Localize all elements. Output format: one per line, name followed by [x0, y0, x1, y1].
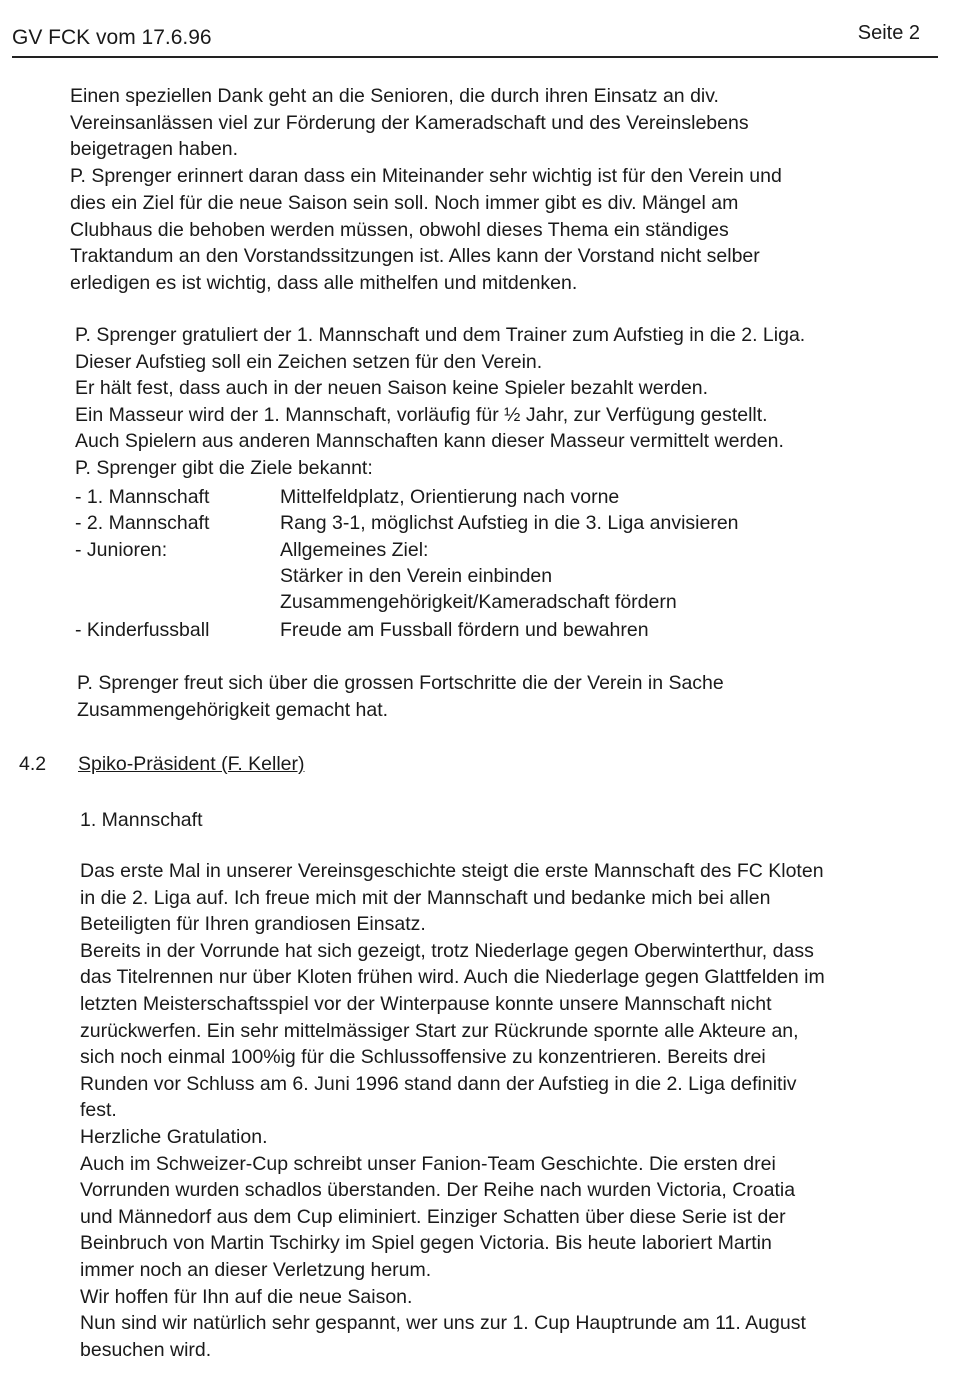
goal-label: - 2. Mannschaft	[75, 512, 210, 534]
text-line: Ein Masseur wird der 1. Mannschaft, vorläufig für ½ Jahr, zur Verfügung gestellt.	[75, 403, 768, 426]
text-line: Einen speziellen Dank geht an die Senioren, die durch ihren Einsatz an div.	[70, 85, 719, 107]
text-line: zurückwerfen. Ein sehr mittelmässiger Start zur Rückrunde spornte alle Akteure an,	[80, 1019, 799, 1042]
text-line: Dieser Aufstieg soll ein Zeichen setzen für den Verein.	[75, 350, 543, 373]
section-title: Spiko-Präsident (F. Keller)	[78, 753, 305, 775]
text-line: Nun sind wir natürlich sehr gespannt, wer uns zur 1. Cup Hauptrunde am 11. August	[80, 1312, 806, 1335]
text-line: Auch Spielern aus anderen Mannschaften kann dieser Masseur vermittelt werden.	[75, 430, 784, 452]
text-line: Auch im Schweizer-Cup schreibt unser Fanion-Team Geschichte. Die ersten drei	[80, 1152, 776, 1175]
text-line: P. Sprenger gibt die Ziele bekannt:	[75, 456, 373, 479]
paragraph-report	[80, 858, 825, 1363]
goal-text: Mittelfeldplatz, Orientierung nach vorne	[280, 486, 620, 508]
text-line: Zusammengehörigkeit gemacht hat.	[77, 699, 389, 721]
text-line: P. Sprenger erinnert daran dass ein Miteinander sehr wichtig ist für den Verein und	[70, 165, 782, 188]
text-line: fest.	[80, 1099, 117, 1122]
page-header	[12, 22, 938, 58]
goal-text: Rang 3-1, möglichst Aufstieg in die 3. Liga anvisieren	[280, 512, 739, 534]
text-line: Das erste Mal in unserer Vereinsgeschichte steigt die erste Mannschaft des FC Kloten	[80, 860, 824, 882]
goal-label: - Kinderfussball	[75, 619, 210, 641]
text-line: Er hält fest, dass auch in der neuen Saison keine Spieler bezahlt werden.	[75, 377, 709, 399]
text-line: immer noch an dieser Verletzung herum.	[80, 1258, 432, 1281]
text-line: Beteiligten für Ihren grandiosen Einsatz.	[80, 913, 426, 936]
goal-row	[75, 512, 935, 538]
subheading: 1. Mannschaft	[80, 809, 203, 831]
text-line: dies ein Ziel für die neue Saison sein soll. Noch immer gibt es div. Mängel am	[70, 191, 739, 214]
text-line: P. Sprenger gratuliert der 1. Mannschaft und dem Trainer zum Aufstieg in die 2. Liga.	[75, 324, 806, 346]
text-line: Herzliche Gratulation.	[80, 1125, 268, 1148]
goal-row	[75, 486, 935, 512]
goal-text: Freude am Fussball fördern und bewahren	[280, 619, 649, 641]
page-number: Seite 2	[857, 22, 920, 44]
goal-text: Zusammengehörigkeit/Kameradschaft fördern	[280, 591, 677, 613]
goal-row	[75, 619, 935, 645]
text-line: Beinbruch von Martin Tschirky im Spiel gegen Victoria. Bis heute laboriert Martin	[80, 1232, 772, 1255]
goal-label: - 1. Mannschaft	[75, 486, 210, 508]
text-line: Runden vor Schluss am 6. Juni 1996 stand dann der Aufstieg in die 2. Liga definitiv	[80, 1072, 797, 1095]
text-line: Vorrunden wurden schadlos überstanden. Der Reihe nach wurden Victoria, Croatia	[80, 1179, 796, 1202]
text-line: Vereinsanlässen viel zur Förderung der Kameradschaft und des Vereinslebens	[70, 111, 749, 134]
paragraph-progress	[77, 670, 724, 724]
text-line: Wir hoffen für Ihn auf die neue Saison.	[80, 1285, 413, 1308]
text-line: besuchen wird.	[80, 1338, 212, 1361]
text-line: in die 2. Liga auf. Ich freue mich mit der Mannschaft und bedanke mich bei allen	[80, 886, 771, 909]
paragraph-congratulation	[75, 322, 805, 481]
text-line: Traktandum an den Vorstandssitzungen ist. Alles kann der Vorstand nicht selber	[70, 245, 760, 268]
document-title: GV FCK vom 17.6.96	[12, 26, 212, 49]
text-line: Bereits in der Vorrunde hat sich gezeigt, trotz Niederlage gegen Oberwinterthur, dass	[80, 939, 814, 962]
text-line: und Männedorf aus dem Cup eliminiert. Einziger Schatten über diese Serie ist der	[80, 1205, 786, 1228]
text-line: erledigen es ist wichtig, dass alle mithelfen und mitdenken.	[70, 271, 578, 294]
text-line: P. Sprenger freut sich über die grossen Fortschritte die der Verein in Sache	[77, 672, 724, 694]
section-number: 4.2	[19, 753, 47, 775]
text-line: Clubhaus die behoben werden müssen, obwohl dieses Thema ein ständiges	[70, 218, 729, 241]
goal-text: Stärker in den Verein einbinden	[280, 565, 553, 587]
text-line: beigetragen haben.	[70, 138, 239, 161]
goal-text: Allgemeines Ziel:	[280, 539, 429, 561]
text-line: sich noch einmal 100%ig für die Schlussoffensive zu konzentrieren. Bereits drei	[80, 1046, 766, 1069]
text-line: das Titelrennen nur über Kloten frühen wird. Auch die Niederlage gegen Glattfelden im	[80, 966, 825, 989]
paragraph-thanks	[70, 83, 782, 297]
goal-row	[75, 539, 935, 565]
text-line: letzten Meisterschaftsspiel vor der Winterpause konnte unsere Mannschaft nicht	[80, 992, 772, 1015]
goal-label: - Junioren:	[75, 539, 168, 561]
